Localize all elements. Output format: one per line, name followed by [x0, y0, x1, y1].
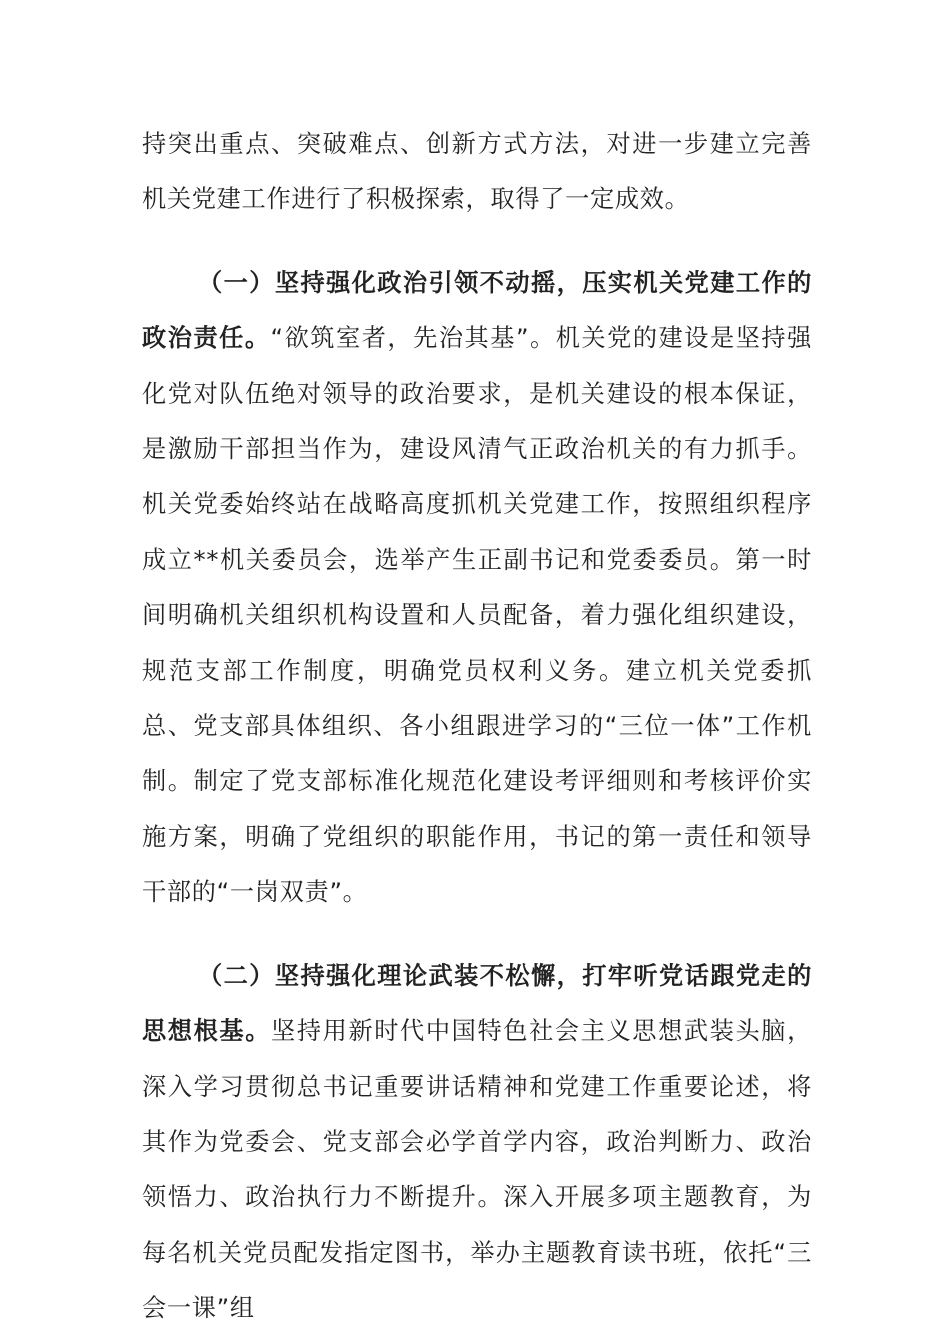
intro-paragraph: 持突出重点、突破难点、创新方式方法，对进一步建立完善机关党建工作进行了积极探索，取得了一定成效。	[142, 130, 812, 214]
section-1-heading: （一）坚持强化政治引领不动摇，压实机关党建工作的政治责任。	[142, 268, 812, 353]
section-2-paragraph	[142, 949, 812, 1337]
section-2-heading: （二）坚持强化理论武装不松懈，打牢听党话跟党走的思想根基。	[142, 961, 812, 1046]
section-2-body: 坚持用新时代中国特色社会主义思想武装头脑，深入学习贯彻总书记重要讲话精神和党建工作重要论述，将其作为党委会、党支部会必学首学内容，政治判断力、政治领悟力、政治执行力不断提升。深入开展多项主题教育，为每名机关党员配发指定图书，举办主题教育读书班，依托“三会一课”组	[142, 1017, 812, 1323]
section-1-paragraph	[142, 256, 812, 921]
document-page	[142, 117, 812, 1337]
section-1-body: “欲筑室者，先治其基”。机关党的建设是坚持强化党对队伍绝对领导的政治要求，是机关建设的根本保证，是激励干部担当作为，建设风清气正政治机关的有力抓手。机关党委始终站在战略高度抓机关党建工作，按照组织程序成立**机关委员会，选举产生正副书记和党委委员。第一时间明确机关组织机构设置和人员配备，着力强化组织建设，规范支部工作制度，明确党员权利义务。建立机关党委抓总、党支部具体组织、各小组跟进学习的“三位一体”工作机制。制定了党支部标准化规范化建设考评细则和考核评价实施方案，明确了党组织的职能作用，书记的第一责任和领导干部的“一岗双责”。	[142, 324, 812, 907]
